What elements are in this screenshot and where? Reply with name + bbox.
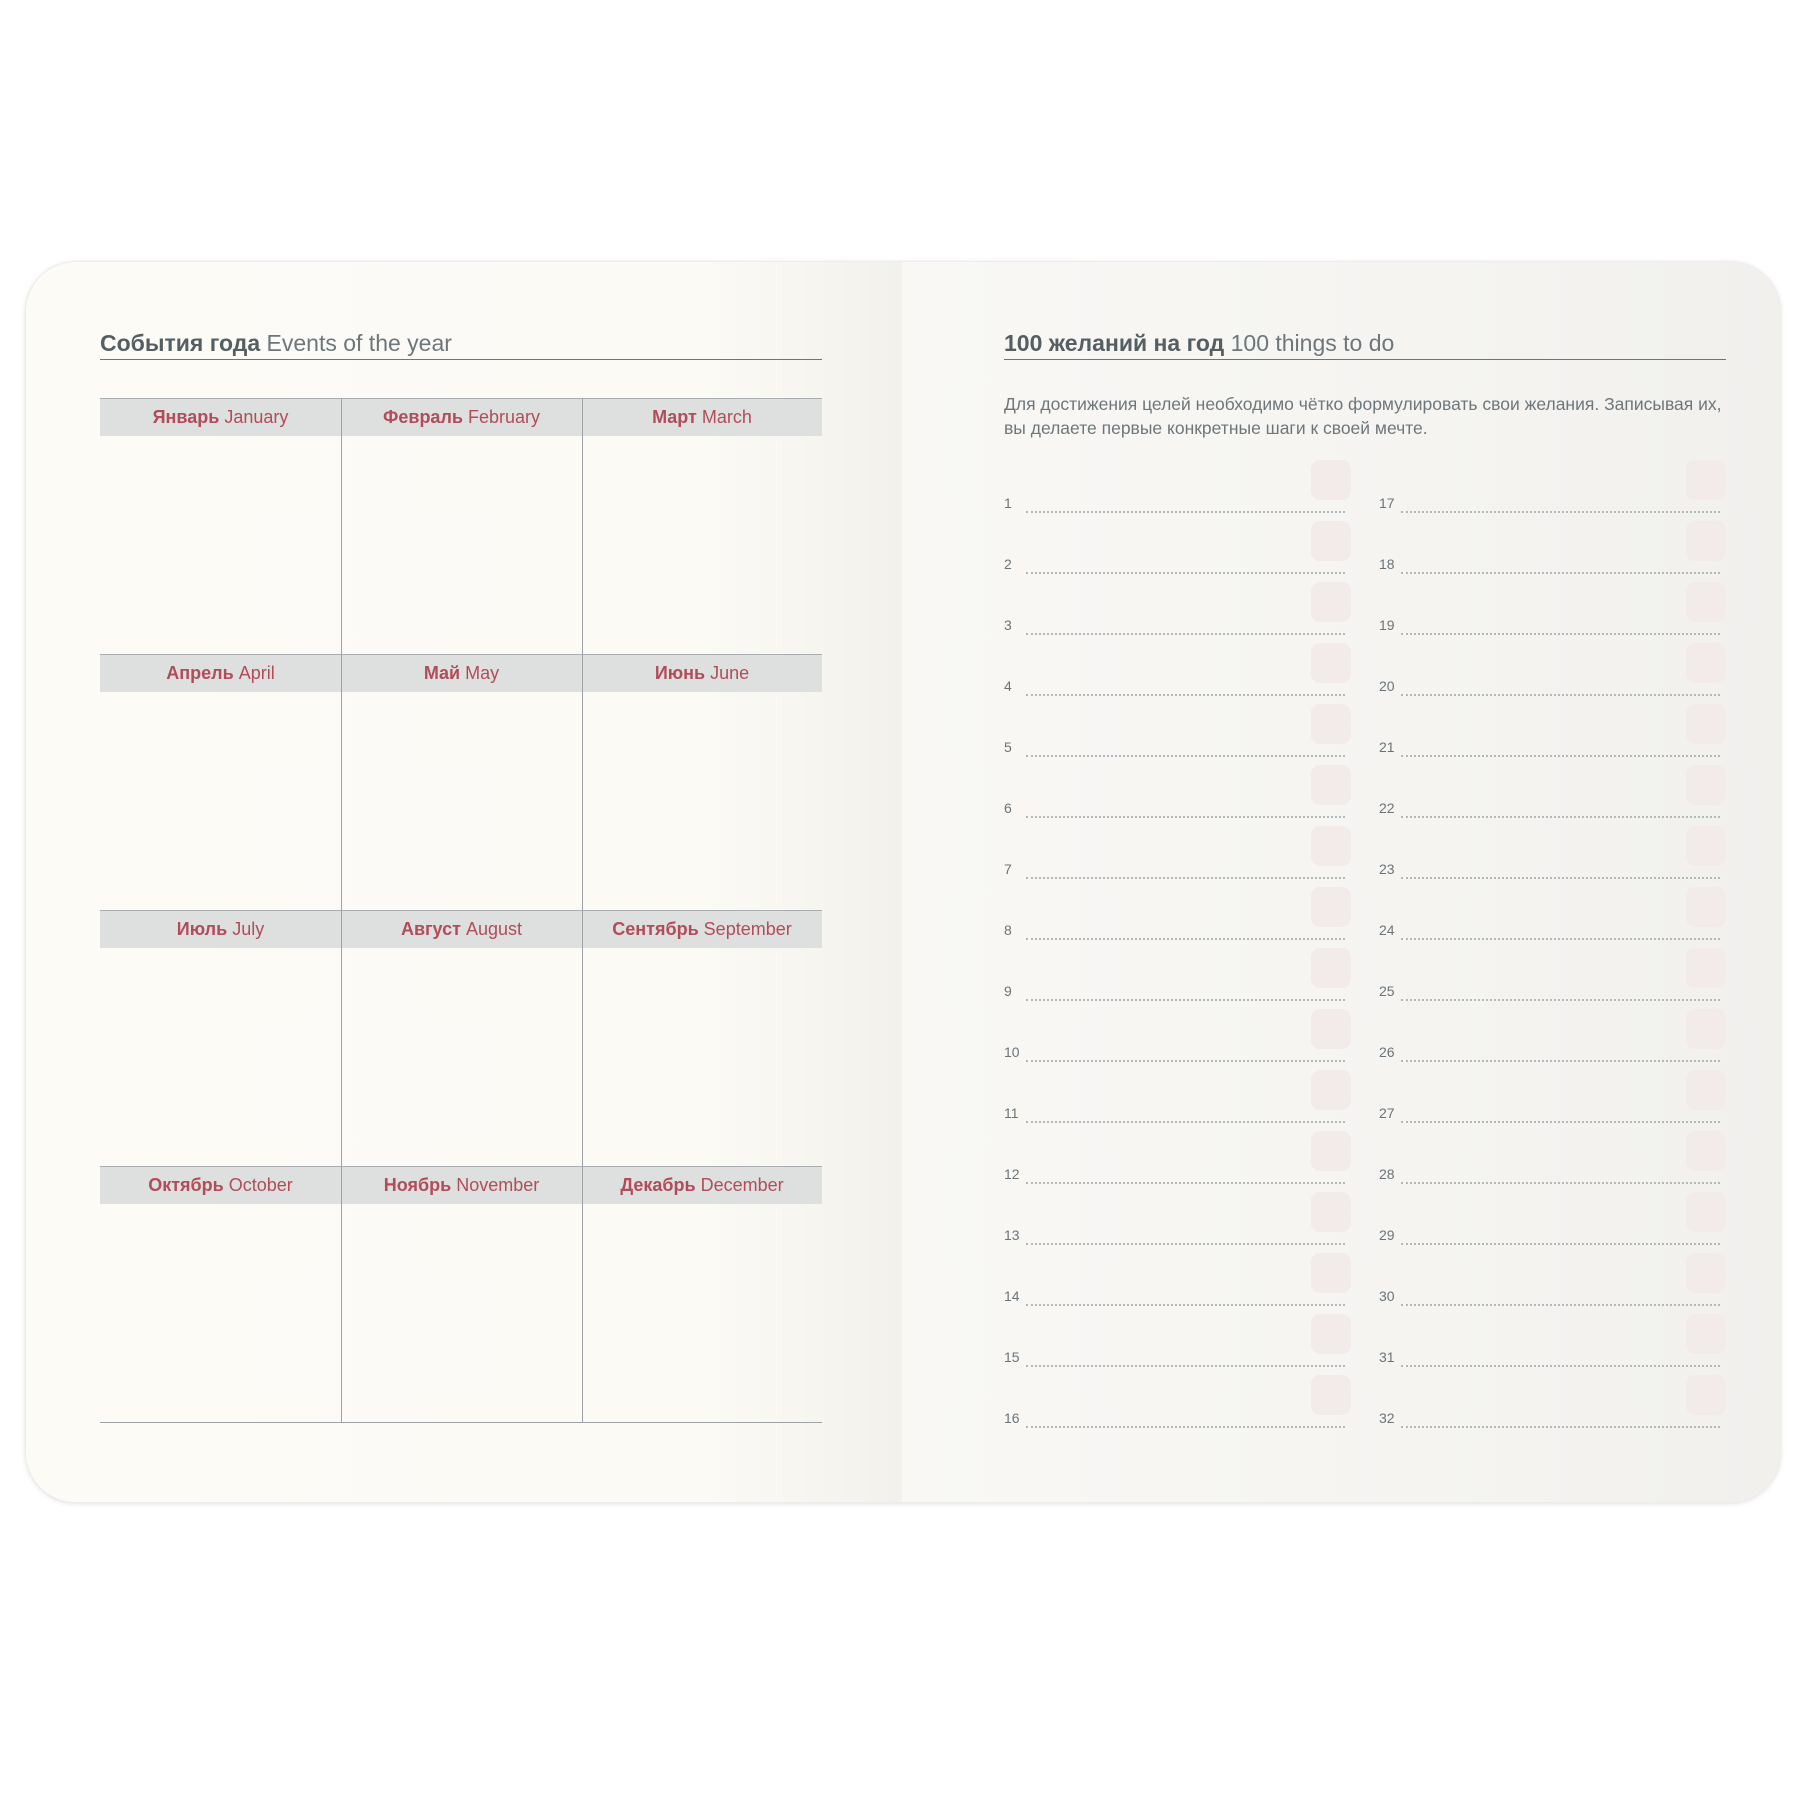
wish-number: 18	[1379, 556, 1395, 572]
wish-write-line[interactable]	[1026, 877, 1345, 879]
month-header	[582, 910, 822, 948]
wish-row[interactable]	[1004, 1131, 1351, 1192]
wish-number: 10	[1004, 1044, 1020, 1060]
wish-checkbox[interactable]	[1311, 1375, 1351, 1415]
wish-checkbox[interactable]	[1686, 826, 1726, 866]
wish-write-line[interactable]	[1026, 694, 1345, 696]
wish-row[interactable]	[1004, 1009, 1351, 1070]
wish-checkbox[interactable]	[1311, 460, 1351, 500]
wish-row[interactable]	[1379, 826, 1726, 887]
wish-number: 14	[1004, 1288, 1020, 1304]
month-header	[341, 910, 582, 948]
column-divider	[582, 398, 583, 1422]
wish-write-line[interactable]	[1026, 1365, 1345, 1367]
wishes-title-ru: 100 желаний на год	[1004, 330, 1225, 356]
wish-write-line[interactable]	[1401, 633, 1720, 635]
month-name-ru: Февраль	[383, 407, 463, 427]
wish-checkbox[interactable]	[1311, 948, 1351, 988]
wish-checkbox[interactable]	[1686, 521, 1726, 561]
wish-checkbox[interactable]	[1686, 1253, 1726, 1293]
month-cell[interactable]	[582, 398, 822, 654]
grid-bottom-rule	[100, 1422, 822, 1423]
wish-write-line[interactable]	[1026, 816, 1345, 818]
planner-spread	[26, 262, 1780, 1502]
wish-row[interactable]	[1004, 704, 1351, 765]
wish-checkbox[interactable]	[1311, 765, 1351, 805]
wish-number: 31	[1379, 1349, 1395, 1365]
wish-number: 27	[1379, 1105, 1395, 1121]
wish-row[interactable]	[1004, 1375, 1351, 1436]
wishes-page	[902, 262, 1780, 1502]
wish-checkbox[interactable]	[1686, 887, 1726, 927]
wish-number: 17	[1379, 495, 1395, 511]
month-header	[341, 654, 582, 692]
events-title	[100, 330, 822, 360]
wish-checkbox[interactable]	[1686, 460, 1726, 500]
wish-write-line[interactable]	[1401, 1365, 1720, 1367]
month-name-en: February	[467, 407, 540, 427]
month-header	[100, 398, 341, 436]
wish-row[interactable]	[1379, 765, 1726, 826]
month-name-en: July	[232, 919, 265, 939]
month-cell[interactable]	[582, 654, 822, 910]
wish-number: 28	[1379, 1166, 1395, 1182]
wish-number: 20	[1379, 678, 1395, 694]
wish-row[interactable]	[1004, 582, 1351, 643]
wish-row[interactable]	[1004, 1314, 1351, 1375]
wish-write-line[interactable]	[1401, 755, 1720, 757]
wish-number: 19	[1379, 617, 1395, 633]
month-name-en: January	[224, 407, 289, 427]
wish-checkbox[interactable]	[1311, 1131, 1351, 1171]
month-cell[interactable]	[100, 910, 341, 1166]
month-name-en: November	[456, 1175, 540, 1195]
wish-row[interactable]	[1379, 704, 1726, 765]
wish-write-line[interactable]	[1026, 1426, 1345, 1428]
wish-write-line[interactable]	[1026, 755, 1345, 757]
month-name-ru: Июль	[176, 919, 228, 939]
wish-checkbox[interactable]	[1311, 1009, 1351, 1049]
wish-number: 32	[1379, 1410, 1395, 1426]
wish-checkbox[interactable]	[1686, 1131, 1726, 1171]
month-cell[interactable]	[341, 654, 582, 910]
wish-row[interactable]	[1379, 521, 1726, 582]
wish-checkbox[interactable]	[1311, 643, 1351, 683]
wish-number: 22	[1379, 800, 1395, 816]
wish-checkbox[interactable]	[1686, 765, 1726, 805]
wish-number: 5	[1004, 739, 1012, 755]
wish-row[interactable]	[1379, 643, 1726, 704]
month-cell[interactable]	[582, 1166, 822, 1422]
month-name-en: May	[465, 663, 500, 683]
wish-row[interactable]	[1004, 765, 1351, 826]
month-name-ru: Июнь	[654, 663, 706, 683]
month-header	[100, 654, 341, 692]
wish-write-line[interactable]	[1401, 572, 1720, 574]
wish-row[interactable]	[1004, 826, 1351, 887]
wish-row[interactable]	[1004, 1192, 1351, 1253]
wish-write-line[interactable]	[1026, 1060, 1345, 1062]
wish-write-line[interactable]	[1026, 511, 1345, 513]
events-page	[26, 262, 902, 1502]
month-name-ru: Август	[400, 919, 461, 939]
wish-number: 4	[1004, 678, 1012, 694]
wish-write-line[interactable]	[1401, 877, 1720, 879]
wish-number: 30	[1379, 1288, 1395, 1304]
month-name-en: October	[228, 1175, 293, 1195]
wish-checkbox[interactable]	[1686, 1070, 1726, 1110]
wishes-intro-line-1: Для достижения целей необходимо чётко формулировать свои желания. Записывая их,	[1004, 394, 1722, 414]
wish-row[interactable]	[1379, 1253, 1726, 1314]
wishes-intro-line-2: вы делаете первые конкретные шаги к своей мечте.	[1004, 418, 1428, 438]
wish-row[interactable]	[1379, 1314, 1726, 1375]
month-cell[interactable]	[100, 398, 341, 654]
month-cell[interactable]	[341, 398, 582, 654]
wish-checkbox[interactable]	[1686, 1375, 1726, 1415]
wish-checkbox[interactable]	[1686, 1192, 1726, 1232]
wish-write-line[interactable]	[1401, 999, 1720, 1001]
wish-number: 15	[1004, 1349, 1020, 1365]
wish-write-line[interactable]	[1401, 938, 1720, 940]
wish-number: 16	[1004, 1410, 1020, 1426]
wish-row[interactable]	[1004, 460, 1351, 521]
wish-number: 6	[1004, 800, 1012, 816]
month-name-en: August	[465, 919, 522, 939]
wish-write-line[interactable]	[1026, 633, 1345, 635]
month-header	[582, 1166, 822, 1204]
wish-row[interactable]	[1379, 1131, 1726, 1192]
wish-row[interactable]	[1004, 643, 1351, 704]
month-name-en: September	[703, 919, 792, 939]
wish-write-line[interactable]	[1401, 1060, 1720, 1062]
month-header	[582, 654, 822, 692]
wish-checkbox[interactable]	[1311, 521, 1351, 561]
wish-row[interactable]	[1379, 948, 1726, 1009]
wish-write-line[interactable]	[1401, 511, 1720, 513]
month-header	[341, 398, 582, 436]
wish-row[interactable]	[1379, 887, 1726, 948]
wish-write-line[interactable]	[1026, 1304, 1345, 1306]
wish-row[interactable]	[1379, 582, 1726, 643]
wish-row[interactable]	[1379, 1192, 1726, 1253]
months-grid	[100, 398, 822, 1422]
wish-write-line[interactable]	[1401, 816, 1720, 818]
wishes-title-en: 100 things to do	[1230, 330, 1395, 356]
wish-number: 26	[1379, 1044, 1395, 1060]
wish-number: 1	[1004, 495, 1012, 511]
month-header	[341, 1166, 582, 1204]
wish-row[interactable]	[1379, 1375, 1726, 1436]
wish-write-line[interactable]	[1026, 1182, 1345, 1184]
wish-write-line[interactable]	[1026, 1121, 1345, 1123]
wish-write-line[interactable]	[1401, 1304, 1720, 1306]
month-name-ru: Январь	[152, 407, 220, 427]
wish-number: 2	[1004, 556, 1012, 572]
wish-number: 21	[1379, 739, 1395, 755]
wish-row[interactable]	[1004, 887, 1351, 948]
wish-checkbox[interactable]	[1686, 948, 1726, 988]
wish-number: 9	[1004, 983, 1012, 999]
wish-number: 29	[1379, 1227, 1395, 1243]
wish-number: 23	[1379, 861, 1395, 877]
month-cell[interactable]	[100, 654, 341, 910]
month-name-en: December	[700, 1175, 784, 1195]
wish-number: 24	[1379, 922, 1395, 938]
month-header	[100, 1166, 341, 1204]
month-cell[interactable]	[341, 1166, 582, 1422]
wish-checkbox[interactable]	[1311, 1253, 1351, 1293]
wish-row[interactable]	[1004, 1253, 1351, 1314]
wish-checkbox[interactable]	[1311, 582, 1351, 622]
wish-write-line[interactable]	[1401, 1182, 1720, 1184]
wish-number: 7	[1004, 861, 1012, 877]
wish-write-line[interactable]	[1026, 1243, 1345, 1245]
wish-row[interactable]	[1379, 1009, 1726, 1070]
wish-checkbox[interactable]	[1686, 704, 1726, 744]
wish-number: 3	[1004, 617, 1012, 633]
month-cell[interactable]	[341, 910, 582, 1166]
wish-write-line[interactable]	[1026, 938, 1345, 940]
month-header	[582, 398, 822, 436]
wish-checkbox[interactable]	[1311, 704, 1351, 744]
wish-number: 8	[1004, 922, 1012, 938]
month-name-ru: Ноябрь	[383, 1175, 452, 1195]
wish-checkbox[interactable]	[1311, 887, 1351, 927]
month-name-ru: Октябрь	[148, 1175, 224, 1195]
wish-checkbox[interactable]	[1311, 1070, 1351, 1110]
wish-row[interactable]	[1379, 1070, 1726, 1131]
month-name-ru: Май	[423, 663, 461, 683]
month-cell[interactable]	[582, 910, 822, 1166]
wish-write-line[interactable]	[1401, 1243, 1720, 1245]
wish-write-line[interactable]	[1026, 572, 1345, 574]
wish-write-line[interactable]	[1401, 1426, 1720, 1428]
month-name-en: June	[710, 663, 750, 683]
month-name-en: April	[238, 663, 275, 683]
wish-number: 13	[1004, 1227, 1020, 1243]
month-header	[100, 910, 341, 948]
month-name-ru: Март	[652, 407, 697, 427]
wish-row[interactable]	[1004, 1070, 1351, 1131]
month-name-en: March	[701, 407, 752, 427]
month-cell[interactable]	[100, 1166, 341, 1422]
wish-list	[902, 262, 1780, 1502]
month-name-ru: Декабрь	[620, 1175, 696, 1195]
wish-write-line[interactable]	[1401, 1121, 1720, 1123]
column-divider	[341, 398, 342, 1422]
wish-number: 25	[1379, 983, 1395, 999]
wish-number: 12	[1004, 1166, 1020, 1182]
month-name-ru: Сентябрь	[612, 919, 699, 939]
wish-checkbox[interactable]	[1311, 1192, 1351, 1232]
wish-checkbox[interactable]	[1686, 1009, 1726, 1049]
wish-checkbox[interactable]	[1686, 582, 1726, 622]
wish-checkbox[interactable]	[1311, 1314, 1351, 1354]
wish-row[interactable]	[1379, 460, 1726, 521]
wish-row[interactable]	[1004, 948, 1351, 1009]
events-title-ru: События года	[100, 330, 261, 356]
month-name-ru: Апрель	[166, 663, 234, 683]
wish-checkbox[interactable]	[1686, 643, 1726, 683]
events-title-en: Events of the year	[266, 330, 452, 356]
wish-checkbox[interactable]	[1686, 1314, 1726, 1354]
wish-number: 11	[1004, 1105, 1019, 1121]
wish-write-line[interactable]	[1026, 999, 1345, 1001]
wish-write-line[interactable]	[1401, 694, 1720, 696]
wish-checkbox[interactable]	[1311, 826, 1351, 866]
wish-row[interactable]	[1004, 521, 1351, 582]
